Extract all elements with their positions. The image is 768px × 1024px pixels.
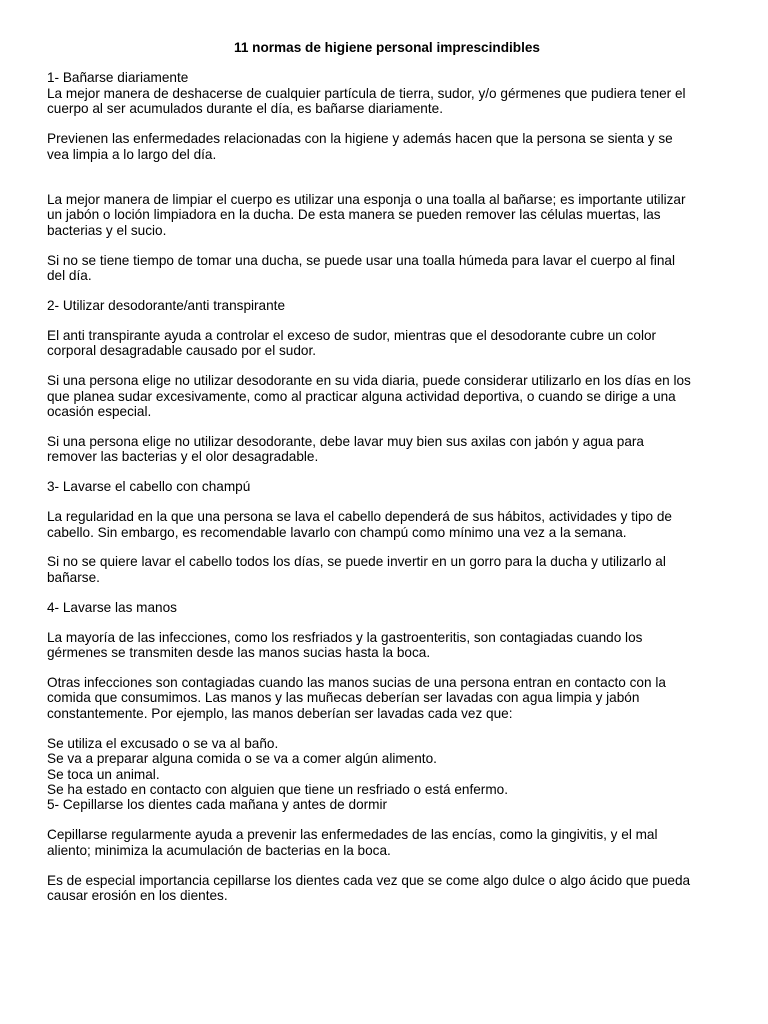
paragraph-1 <box>47 70 727 116</box>
list-item: Se toca un animal. <box>47 766 160 782</box>
paragraph-11 <box>47 675 727 721</box>
paragraph-5 <box>47 328 727 359</box>
paragraph-7 <box>47 434 727 465</box>
text-line: cuerpo al ser acumulados durante el día, es bañarse diariamente. <box>47 101 443 117</box>
text-line: aliento; minimiza la acumulación de bacterias en la boca. <box>47 842 391 858</box>
text-line: La mayoría de las infecciones, como los resfriados y la gastroenteritis, son contagiadas cuando los <box>47 629 643 645</box>
hand-washing-list <box>47 736 727 813</box>
text-line: Si no se tiene tiempo de tomar una ducha, se puede usar una toalla húmeda para lavar el cuerpo al final <box>47 252 675 268</box>
paragraph-9 <box>47 554 727 585</box>
paragraph-6 <box>47 373 727 419</box>
document-title: 11 normas de higiene personal imprescindibles <box>234 40 540 55</box>
text-line: causar erosión en los dientes. <box>47 887 228 903</box>
paragraph-2 <box>47 131 727 162</box>
text-line: El anti transpirante ayuda a controlar el exceso de sudor, mientras que el desodorante cubre un color <box>47 327 657 343</box>
list-item: Se ha estado en contacto con alguien que tiene un resfriado o está enfermo. <box>47 781 508 797</box>
text-line: bañarse. <box>47 569 100 585</box>
text-line: Cepillarse regularmente ayuda a prevenir las enfermedades de las encías, como la gingivitis, y el mal <box>47 827 658 843</box>
document-page <box>47 40 727 903</box>
section-heading-4 <box>47 600 727 615</box>
list-item: Se utiliza el excusado o se va al baño. <box>47 735 279 751</box>
text-line: bacterias y el sucio. <box>47 222 167 238</box>
list-item: Se va a preparar alguna comida o se va a comer algún alimento. <box>47 751 437 767</box>
text-line: La mejor manera de limpiar el cuerpo es utilizar una esponja o una toalla al bañarse; es importante utilizar <box>47 191 686 207</box>
text-line: Otras infecciones son contagiadas cuando las manos sucias de una persona entran en contacto con la <box>47 674 666 690</box>
text-line: gérmenes se transmiten desde las manos sucias hasta la boca. <box>47 645 431 661</box>
heading-text: 3- Lavarse el cabello con champú <box>47 479 251 495</box>
text-line: que planea sudar excesivamente, como al practicar alguna actividad deportiva, o cuando se dirige a una <box>47 388 676 404</box>
paragraph-10 <box>47 630 727 661</box>
section-heading-3 <box>47 479 727 494</box>
paragraph-3 <box>47 192 727 238</box>
paragraph-8 <box>47 509 727 540</box>
section-heading-2 <box>47 298 727 313</box>
text-line: Si no se quiere lavar el cabello todos los días, se puede invertir en un gorro para la ducha y utilizarlo al <box>47 554 666 570</box>
text-line: del día. <box>47 268 92 284</box>
section-heading-1: 1- Bañarse diariamente <box>47 70 189 86</box>
text-line: La regularidad en la que una persona se lava el cabello dependerá de sus hábitos, actividades y tipo de <box>47 509 672 525</box>
paragraph-4 <box>47 253 727 284</box>
heading-text: 2- Utilizar desodorante/anti transpirante <box>47 297 286 313</box>
paragraph-13 <box>47 873 727 904</box>
text-line: corporal desagradable causado por el sudor. <box>47 343 317 359</box>
text-line: remover las bacterias y el olor desagradable. <box>47 449 319 465</box>
text-line: La mejor manera de deshacerse de cualquier partícula de tierra, sudor, y/o gérmenes que pudiera tener el <box>47 85 686 101</box>
text-line: cabello. Sin embargo, es recomendable lavarlo con champú como mínimo una vez a la semana. <box>47 524 627 540</box>
text-line: ocasión especial. <box>47 404 152 419</box>
text-line: Si una persona elige no utilizar desodorante, debe lavar muy bien sus axilas con jabón y agua para <box>47 433 644 449</box>
text-line: Previenen las enfermedades relacionadas con la higiene y además hacen que la persona se sienta y se <box>47 131 673 147</box>
paragraph-12 <box>47 827 727 858</box>
heading-text: 4- Lavarse las manos <box>47 599 177 615</box>
text-line: Si una persona elige no utilizar desodorante en su vida diaria, puede considerar utilizarlo en los días en los <box>47 373 691 389</box>
text-line: vea limpia a lo largo del día. <box>47 146 217 162</box>
text-line: un jabón o loción limpiadora en la ducha. De esta manera se pueden remover las células muertas, las <box>47 207 661 223</box>
text-line: Es de especial importancia cepillarse los dientes cada vez que se come algo dulce o algo ácido que pueda <box>47 872 691 888</box>
section-heading-5: 5- Cepillarse los dientes cada mañana y antes de dormir <box>47 797 388 813</box>
text-line: constantemente. Por ejemplo, las manos deberían ser lavadas cada vez que: <box>47 705 513 721</box>
text-line: comida que consumimos. Las manos y las muñecas deberían ser lavadas con agua limpia y jabón <box>47 690 640 706</box>
